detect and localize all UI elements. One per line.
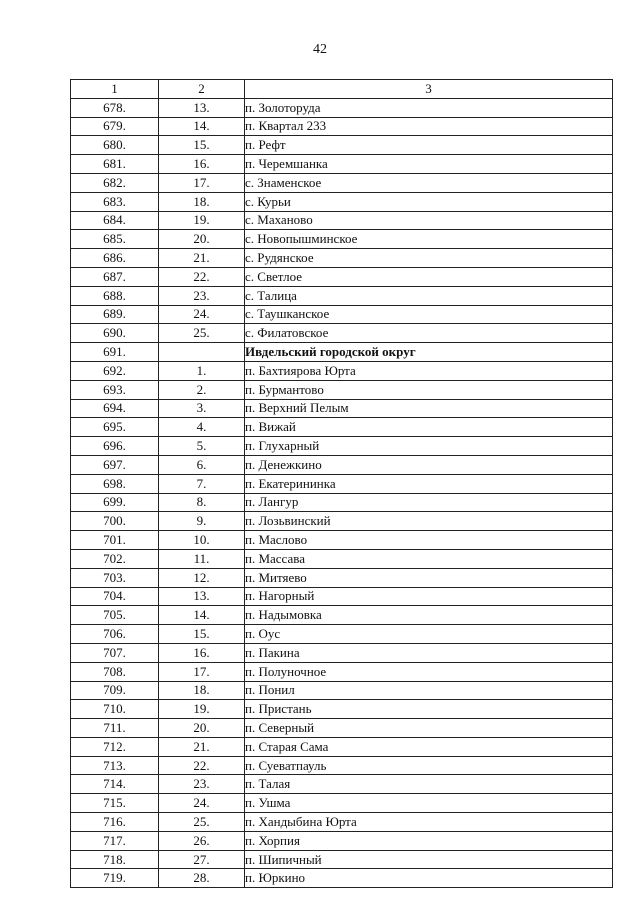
table-row xyxy=(71,286,613,305)
table-row xyxy=(71,493,613,512)
table-row xyxy=(71,249,613,268)
local-number-cell: 7. xyxy=(159,474,245,493)
settlement-name-cell: п. Понил xyxy=(245,681,613,700)
settlement-name-cell: с. Маханово xyxy=(245,211,613,230)
row-number-cell: 718. xyxy=(71,850,159,869)
settlements-table xyxy=(70,79,613,888)
table-row xyxy=(71,230,613,249)
table-row xyxy=(71,794,613,813)
table-row xyxy=(71,813,613,832)
settlement-name-cell: п. Лангур xyxy=(245,493,613,512)
row-number-cell: 708. xyxy=(71,662,159,681)
section-title-cell: Ивдельский городской округ xyxy=(245,343,613,362)
settlement-name-cell: с. Новопышминское xyxy=(245,230,613,249)
column-header: 3 xyxy=(245,80,613,99)
local-number-cell: 28. xyxy=(159,869,245,888)
row-number-cell: 686. xyxy=(71,249,159,268)
settlement-name-cell: п. Пристань xyxy=(245,700,613,719)
settlement-name-cell: с. Светлое xyxy=(245,267,613,286)
row-number-cell: 709. xyxy=(71,681,159,700)
settlement-name-cell: п. Ушма xyxy=(245,794,613,813)
table-row xyxy=(71,267,613,286)
local-number-cell: 13. xyxy=(159,587,245,606)
local-number-cell xyxy=(159,343,245,362)
table-row xyxy=(71,380,613,399)
settlement-name-cell: п. Северный xyxy=(245,719,613,738)
table-row xyxy=(71,681,613,700)
settlement-name-cell: п. Маслово xyxy=(245,531,613,550)
settlement-name-cell: п. Вижай xyxy=(245,418,613,437)
table-row xyxy=(71,474,613,493)
settlement-name-cell: п. Митяево xyxy=(245,568,613,587)
table-row xyxy=(71,643,613,662)
local-number-cell: 22. xyxy=(159,267,245,286)
settlement-name-cell: п. Черемшанка xyxy=(245,155,613,174)
column-header: 1 xyxy=(71,80,159,99)
local-number-cell: 19. xyxy=(159,700,245,719)
local-number-cell: 14. xyxy=(159,117,245,136)
row-number-cell: 713. xyxy=(71,756,159,775)
local-number-cell: 11. xyxy=(159,549,245,568)
row-number-cell: 695. xyxy=(71,418,159,437)
settlement-name-cell: п. Юркино xyxy=(245,869,613,888)
row-number-cell: 682. xyxy=(71,173,159,192)
settlement-name-cell: п. Хандыбина Юрта xyxy=(245,813,613,832)
section-header-row xyxy=(71,343,613,362)
local-number-cell: 22. xyxy=(159,756,245,775)
table-body xyxy=(71,80,613,888)
table-row xyxy=(71,719,613,738)
local-number-cell: 20. xyxy=(159,719,245,738)
local-number-cell: 9. xyxy=(159,512,245,531)
local-number-cell: 21. xyxy=(159,737,245,756)
row-number-cell: 712. xyxy=(71,737,159,756)
local-number-cell: 16. xyxy=(159,155,245,174)
local-number-cell: 24. xyxy=(159,794,245,813)
table-row xyxy=(71,869,613,888)
settlement-name-cell: п. Хорпия xyxy=(245,831,613,850)
local-number-cell: 17. xyxy=(159,173,245,192)
table-row xyxy=(71,737,613,756)
settlement-name-cell: с. Таушканское xyxy=(245,305,613,324)
table-row xyxy=(71,606,613,625)
row-number-cell: 697. xyxy=(71,455,159,474)
row-number-cell: 683. xyxy=(71,192,159,211)
local-number-cell: 19. xyxy=(159,211,245,230)
local-number-cell: 6. xyxy=(159,455,245,474)
row-number-cell: 716. xyxy=(71,813,159,832)
table-row xyxy=(71,512,613,531)
settlement-name-cell: с. Знаменское xyxy=(245,173,613,192)
table-row xyxy=(71,437,613,456)
local-number-cell: 5. xyxy=(159,437,245,456)
settlement-name-cell: п. Надымовка xyxy=(245,606,613,625)
table-row xyxy=(71,173,613,192)
settlement-name-cell: с. Курьи xyxy=(245,192,613,211)
local-number-cell: 15. xyxy=(159,625,245,644)
row-number-cell: 688. xyxy=(71,286,159,305)
row-number-cell: 717. xyxy=(71,831,159,850)
table-row xyxy=(71,211,613,230)
table-row xyxy=(71,549,613,568)
settlement-name-cell: п. Бахтиярова Юрта xyxy=(245,361,613,380)
table-row xyxy=(71,568,613,587)
table-row xyxy=(71,192,613,211)
local-number-cell: 13. xyxy=(159,98,245,117)
row-number-cell: 715. xyxy=(71,794,159,813)
table-row xyxy=(71,587,613,606)
row-number-cell: 680. xyxy=(71,136,159,155)
table-header-row xyxy=(71,80,613,99)
settlement-name-cell: п. Оус xyxy=(245,625,613,644)
row-number-cell: 704. xyxy=(71,587,159,606)
local-number-cell: 12. xyxy=(159,568,245,587)
table-row xyxy=(71,850,613,869)
table-row xyxy=(71,625,613,644)
row-number-cell: 691. xyxy=(71,343,159,362)
table-row xyxy=(71,756,613,775)
row-number-cell: 678. xyxy=(71,98,159,117)
settlement-name-cell: п. Глухарный xyxy=(245,437,613,456)
local-number-cell: 4. xyxy=(159,418,245,437)
row-number-cell: 698. xyxy=(71,474,159,493)
settlement-name-cell: п. Нагорный xyxy=(245,587,613,606)
page-number: 42 xyxy=(313,42,327,57)
table-row xyxy=(71,305,613,324)
local-number-cell: 26. xyxy=(159,831,245,850)
table-row xyxy=(71,775,613,794)
row-number-cell: 711. xyxy=(71,719,159,738)
row-number-cell: 681. xyxy=(71,155,159,174)
table-row xyxy=(71,136,613,155)
settlement-name-cell: с. Филатовское xyxy=(245,324,613,343)
row-number-cell: 707. xyxy=(71,643,159,662)
local-number-cell: 27. xyxy=(159,850,245,869)
local-number-cell: 18. xyxy=(159,681,245,700)
local-number-cell: 15. xyxy=(159,136,245,155)
settlement-name-cell: п. Суеватпауль xyxy=(245,756,613,775)
row-number-cell: 700. xyxy=(71,512,159,531)
settlement-name-cell: п. Талая xyxy=(245,775,613,794)
row-number-cell: 702. xyxy=(71,549,159,568)
settlement-name-cell: п. Екатерининка xyxy=(245,474,613,493)
local-number-cell: 24. xyxy=(159,305,245,324)
row-number-cell: 690. xyxy=(71,324,159,343)
row-number-cell: 692. xyxy=(71,361,159,380)
settlement-name-cell: п. Полуночное xyxy=(245,662,613,681)
settlement-name-cell: п. Денежкино xyxy=(245,455,613,474)
row-number-cell: 694. xyxy=(71,399,159,418)
settlement-name-cell: п. Золоторуда xyxy=(245,98,613,117)
table-row xyxy=(71,155,613,174)
table-row xyxy=(71,831,613,850)
local-number-cell: 21. xyxy=(159,249,245,268)
settlement-name-cell: п. Старая Сама xyxy=(245,737,613,756)
row-number-cell: 689. xyxy=(71,305,159,324)
table-row xyxy=(71,455,613,474)
row-number-cell: 684. xyxy=(71,211,159,230)
row-number-cell: 699. xyxy=(71,493,159,512)
row-number-cell: 719. xyxy=(71,869,159,888)
settlement-name-cell: с. Рудянское xyxy=(245,249,613,268)
table-row xyxy=(71,399,613,418)
row-number-cell: 703. xyxy=(71,568,159,587)
row-number-cell: 701. xyxy=(71,531,159,550)
table-row xyxy=(71,700,613,719)
row-number-cell: 710. xyxy=(71,700,159,719)
local-number-cell: 10. xyxy=(159,531,245,550)
row-number-cell: 696. xyxy=(71,437,159,456)
settlement-name-cell: п. Пакина xyxy=(245,643,613,662)
table-row xyxy=(71,531,613,550)
row-number-cell: 706. xyxy=(71,625,159,644)
settlement-name-cell: п. Массава xyxy=(245,549,613,568)
table-row xyxy=(71,418,613,437)
local-number-cell: 2. xyxy=(159,380,245,399)
local-number-cell: 23. xyxy=(159,775,245,794)
row-number-cell: 714. xyxy=(71,775,159,794)
row-number-cell: 685. xyxy=(71,230,159,249)
settlement-name-cell: п. Лозьвинский xyxy=(245,512,613,531)
local-number-cell: 14. xyxy=(159,606,245,625)
table-row xyxy=(71,662,613,681)
table-row xyxy=(71,361,613,380)
local-number-cell: 3. xyxy=(159,399,245,418)
settlement-name-cell: п. Квартал 233 xyxy=(245,117,613,136)
row-number-cell: 705. xyxy=(71,606,159,625)
local-number-cell: 16. xyxy=(159,643,245,662)
row-number-cell: 679. xyxy=(71,117,159,136)
local-number-cell: 25. xyxy=(159,813,245,832)
settlement-name-cell: с. Талица xyxy=(245,286,613,305)
row-number-cell: 687. xyxy=(71,267,159,286)
row-number-cell: 693. xyxy=(71,380,159,399)
column-header: 2 xyxy=(159,80,245,99)
local-number-cell: 25. xyxy=(159,324,245,343)
table-row xyxy=(71,117,613,136)
local-number-cell: 1. xyxy=(159,361,245,380)
local-number-cell: 20. xyxy=(159,230,245,249)
table-row xyxy=(71,324,613,343)
settlement-name-cell: п. Верхний Пелым xyxy=(245,399,613,418)
local-number-cell: 23. xyxy=(159,286,245,305)
local-number-cell: 8. xyxy=(159,493,245,512)
local-number-cell: 18. xyxy=(159,192,245,211)
settlement-name-cell: п. Шипичный xyxy=(245,850,613,869)
table-row xyxy=(71,98,613,117)
local-number-cell: 17. xyxy=(159,662,245,681)
settlement-name-cell: п. Рефт xyxy=(245,136,613,155)
settlement-name-cell: п. Бурмантово xyxy=(245,380,613,399)
